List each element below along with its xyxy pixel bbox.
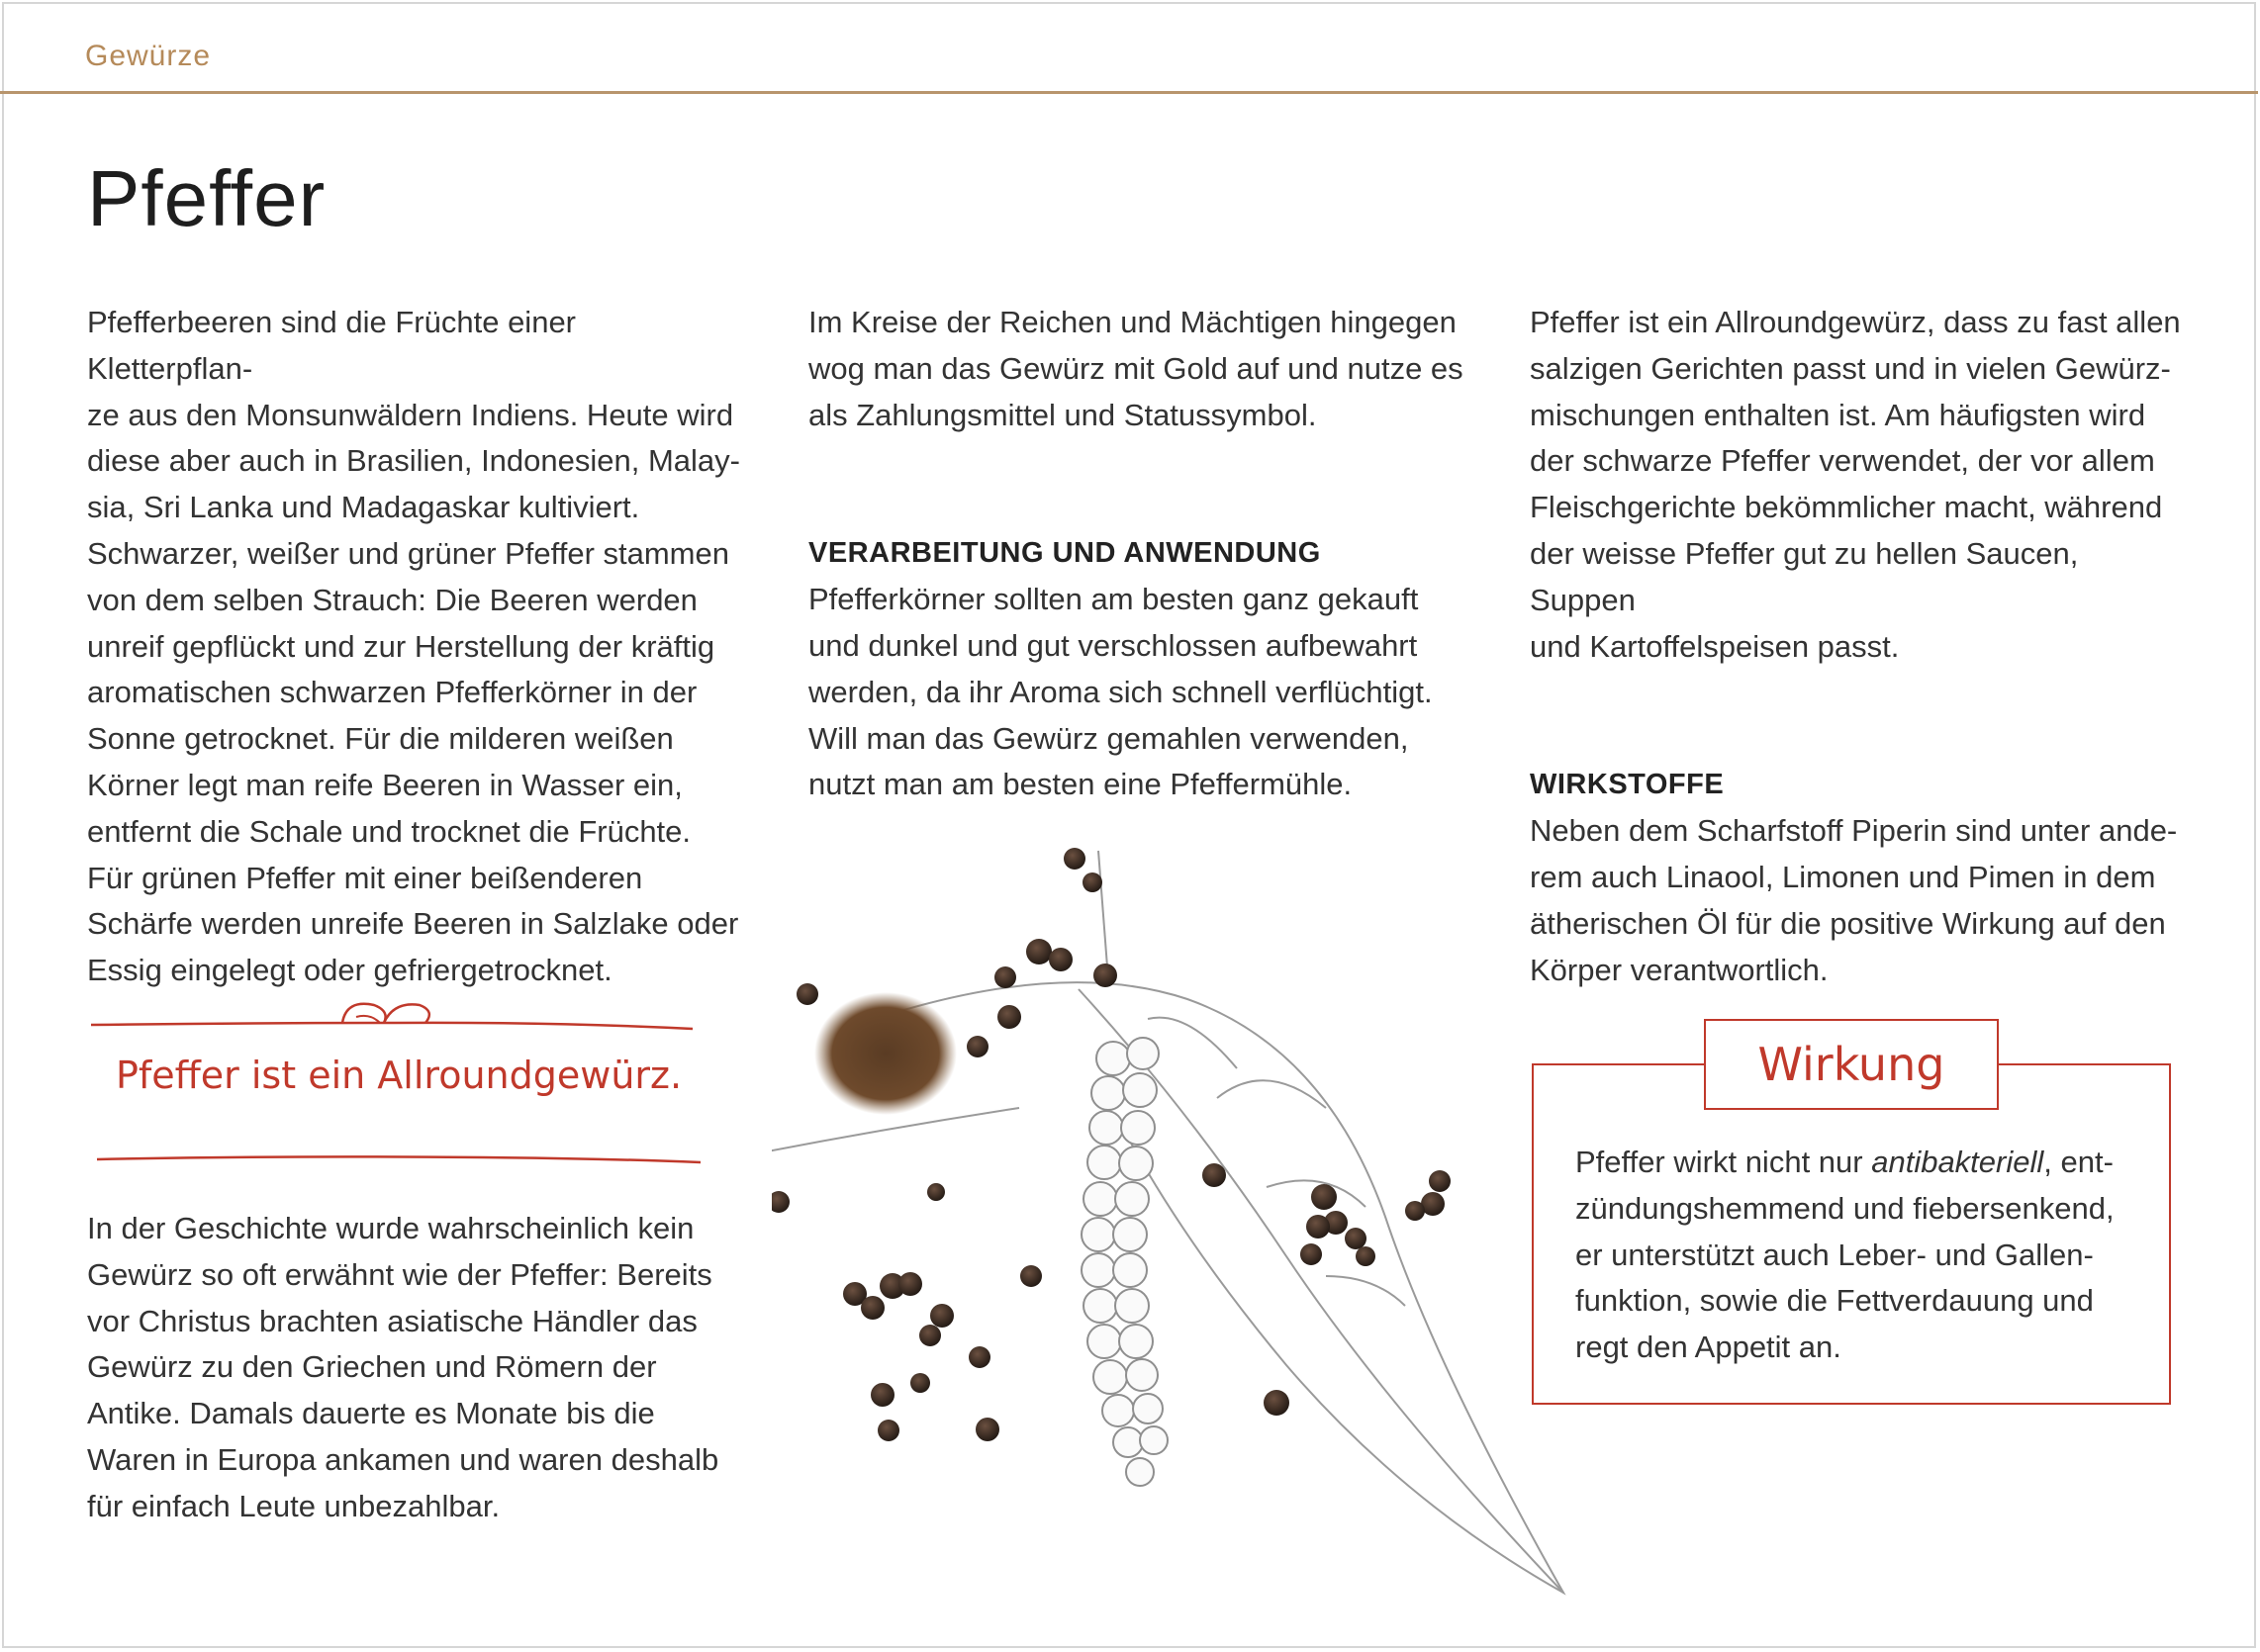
- header-rule: [0, 91, 2258, 94]
- pull-quote-text: Pfeffer ist ein Allroundgewürz.: [115, 1054, 683, 1097]
- pepper-spike-sketch: [1082, 1038, 1168, 1486]
- section-heading-processing: VERARBEITUNG UND ANWENDUNG: [808, 537, 1321, 570]
- wirkung-text-start: Pfeffer wirkt nicht nur: [1575, 1145, 1872, 1179]
- column-3-paragraph: Pfeffer ist ein Allroundgewürz, dass zu fast allen salzigen Gerichten passt und in vielen Gewürz- mischungen enthalten ist. Am häufigsten wird der schwarze Pfeffer verwendet, der vor allem Fleischgerichte bekömmlicher macht, während der weisse Pfeffer gut zu hellen Saucen, Suppen und Kartoffelspeisen passt.: [1530, 305, 2181, 664]
- ground-pepper: [814, 992, 957, 1115]
- wirkung-title: Wirkung: [1757, 1038, 1945, 1091]
- wirkung-tab: [1704, 1019, 1999, 1110]
- wirkung-text: [1575, 1140, 2149, 1371]
- leaf-sketch: [772, 851, 1563, 1593]
- page-title: Pfeffer: [87, 154, 327, 242]
- pepper-illustration: [772, 811, 1643, 1642]
- ingredients-paragraph: Neben dem Scharfstoff Piperin sind unter ande- rem auch Linaool, Limonen und Pimen in dem ätherischen Öl für die positive Wirkung auf den Körper verantwortlich.: [1530, 813, 2178, 987]
- column-1-lower: [87, 1206, 740, 1530]
- pull-quote: [87, 989, 710, 1177]
- intro-paragraph: Pfefferbeeren sind die Früchte einer Kletterpflan- ze aus den Monsunwäldern Indiens. Heute wird diese aber auch in Brasilien, Indonesien, Malay- sia, Sri Lanka und Madagaskar kultiviert. Schwarzer, weißer und grüner Pfeffer stammen von dem selben Strauch: Die Beeren werden unreif gepflückt und zur Herstellung der kräftig aromatischen schwarzen Pfefferkörner in der Sonne getrocknet. Für die milderen weißen Körner legt man reife Beeren in Wasser ein, entfernt die Schale und trocknet die Früchte. Für grünen Pfeffer mit einer beißenderen Schärfe werden unreife Beeren in Salzlake oder Essig eingelegt oder gefriergetrocknet.: [87, 305, 740, 988]
- column-1: [87, 300, 740, 994]
- history-paragraph: In der Geschichte wurde wahrscheinlich kein Gewürz so oft erwähnt wie der Pfeffer: Bereits vor Christus brachten asiatische Händler das Gewürz zu den Griechen und Römern der Antike. Damals dauerte es Monate bis die Waren in Europa ankamen und waren deshalb für einfach Leute unbezahlbar.: [87, 1211, 719, 1523]
- running-head: Gewürze: [85, 40, 212, 72]
- wirkung-text-emphasis: antibakteriell: [1871, 1145, 2044, 1179]
- column-2: [808, 300, 1481, 808]
- column-2-paragraph: Im Kreise der Reichen und Mächtigen hingegen wog man das Gewürz mit Gold auf und nutze es als Zahlungsmittel und Statussymbol.: [808, 305, 1463, 432]
- processing-paragraph: Pfefferkörner sollten am besten ganz gekauft und dunkel und gut verschlossen aufbewahrt werden, da ihr Aroma sich schnell verflüchtigt. Will man das Gewürz gemahlen verwenden, nutzt man am besten eine Pfeffermühle.: [808, 582, 1433, 802]
- section-heading-ingredients: WIRKSTOFFE: [1530, 769, 1725, 801]
- wirkung-text-end: , ent- zündungshemmend und fiebersenkend, er unterstützt auch Leber- und Gallen- funktion, sowie die Fettverdauung und regt den Appetit an.: [1575, 1145, 2115, 1365]
